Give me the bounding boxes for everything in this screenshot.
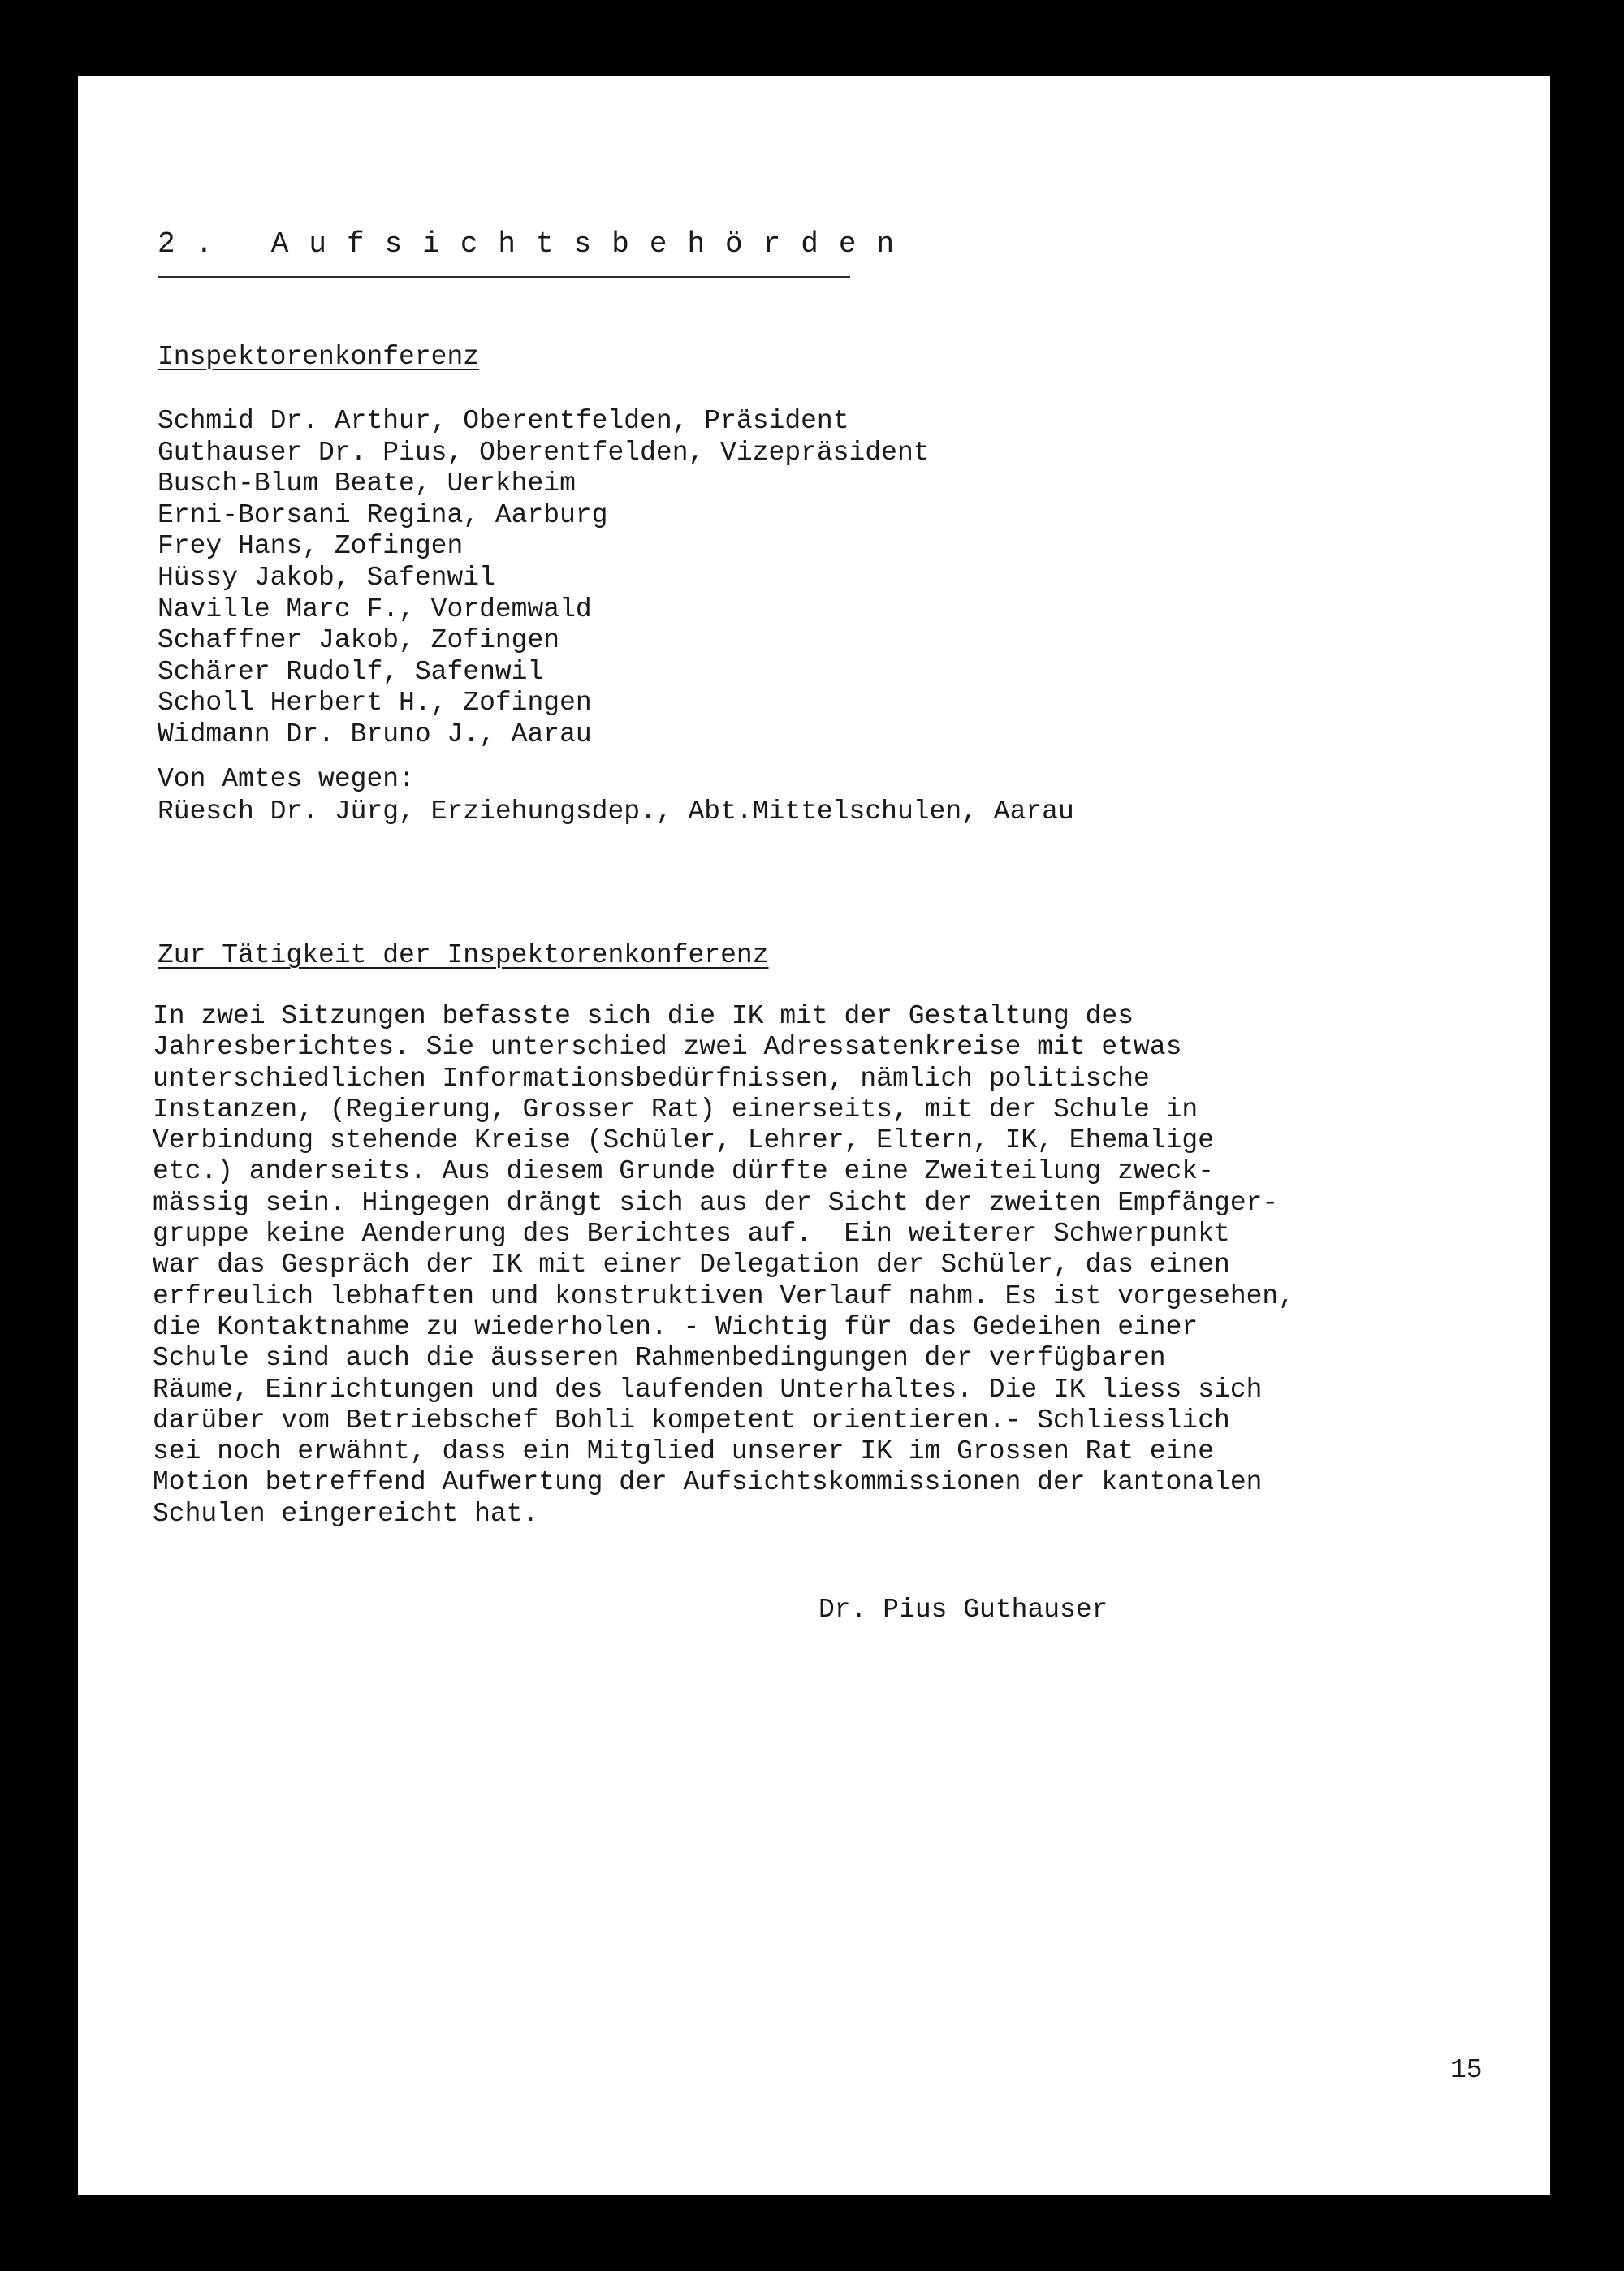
list-item: Erni-Borsani Regina, Aarburg (158, 499, 608, 530)
report-line: Räume, Einrichtungen und des laufenden Unterhaltes. Die IK liess sich (153, 1374, 1263, 1405)
list-item: Scholl Herbert H., Zofingen (158, 688, 592, 719)
report-line: Schulen eingereicht hat. (153, 1498, 539, 1529)
member-list (158, 406, 930, 751)
list-item: Schmid Dr. Arthur, Oberentfelden, Präsident (158, 406, 849, 436)
report-line: sei noch erwähnt, dass ein Mitglied unserer IK im Grossen Rat eine (153, 1436, 1215, 1467)
list-item: Busch-Blum Beate, Uerkheim (158, 468, 576, 499)
section-heading: 2. Aufsichtsbehörden (158, 227, 915, 261)
section-heading-rule (158, 276, 850, 278)
report-line: Motion betreffend Aufwertung der Aufsichtskommissionen der kantonalen (153, 1467, 1263, 1498)
report-line: Jahresberichtes. Sie unterschied zwei Adressatenkreise mit etwas (153, 1032, 1182, 1063)
report-line: war das Gespräch der IK mit einer Delegation der Schüler, das einen (153, 1250, 1230, 1280)
document-page (78, 76, 1550, 2195)
ex-officio-block (158, 763, 1074, 828)
report-line: unterschiedlichen Informationsbedürfnissen, nämlich politische (153, 1063, 1150, 1094)
list-item: Schärer Rudolf, Safenwil (158, 656, 544, 687)
list-item: Widmann Dr. Bruno J., Aarau (158, 719, 592, 749)
list-item: Naville Marc F., Vordemwald (158, 594, 592, 624)
report-line: In zwei Sitzungen befasste sich die IK mit der Gestaltung des (153, 1001, 1134, 1031)
report-line: etc.) anderseits. Aus diesem Grunde dürfte eine Zweiteilung zweck- (153, 1156, 1215, 1187)
report-line: mässig sein. Hingegen drängt sich aus der Sicht der zweiten Empfänger- (153, 1187, 1279, 1218)
committee-heading: Inspektorenkonferenz (158, 342, 480, 372)
report-line: darüber vom Betriebschef Bohli kompetent orientieren.- Schliesslich (153, 1405, 1230, 1436)
list-item: Guthauser Dr. Pius, Oberentfelden, Vizepräsident (158, 437, 930, 468)
activity-heading: Zur Tätigkeit der Inspektorenkonferenz (158, 940, 769, 970)
list-item: Hüssy Jakob, Safenwil (158, 562, 495, 593)
list-item: Schaffner Jakob, Zofingen (158, 625, 560, 656)
report-line: gruppe keine Aenderung des Berichtes auf. Ein weiterer Schwerpunkt (153, 1219, 1230, 1250)
activity-report (153, 1001, 1294, 1530)
ex-officio-label: Von Amtes wegen: (158, 764, 415, 794)
report-line: Schule sind auch die äusseren Rahmenbedingungen der verfügbaren (153, 1343, 1166, 1374)
report-line: die Kontaktnahme zu wiederholen. - Wichtig für das Gedeihen einer (153, 1311, 1199, 1342)
list-item: Frey Hans, Zofingen (158, 531, 464, 562)
page-number: 15 (1450, 2055, 1483, 2085)
report-line: erfreulich lebhaften und konstruktiven Verlauf nahm. Es ist vorgesehen, (153, 1280, 1295, 1311)
report-line: Verbindung stehende Kreise (Schüler, Lehrer, Eltern, IK, Ehemalige (153, 1125, 1215, 1156)
signature: Dr. Pius Guthauser (818, 1595, 1108, 1625)
report-line: Instanzen, (Regierung, Grosser Rat) einerseits, mit der Schule in (153, 1094, 1199, 1125)
ex-officio-member: Rüesch Dr. Jürg, Erziehungsdep., Abt.Mittelschulen, Aarau (158, 797, 1074, 827)
